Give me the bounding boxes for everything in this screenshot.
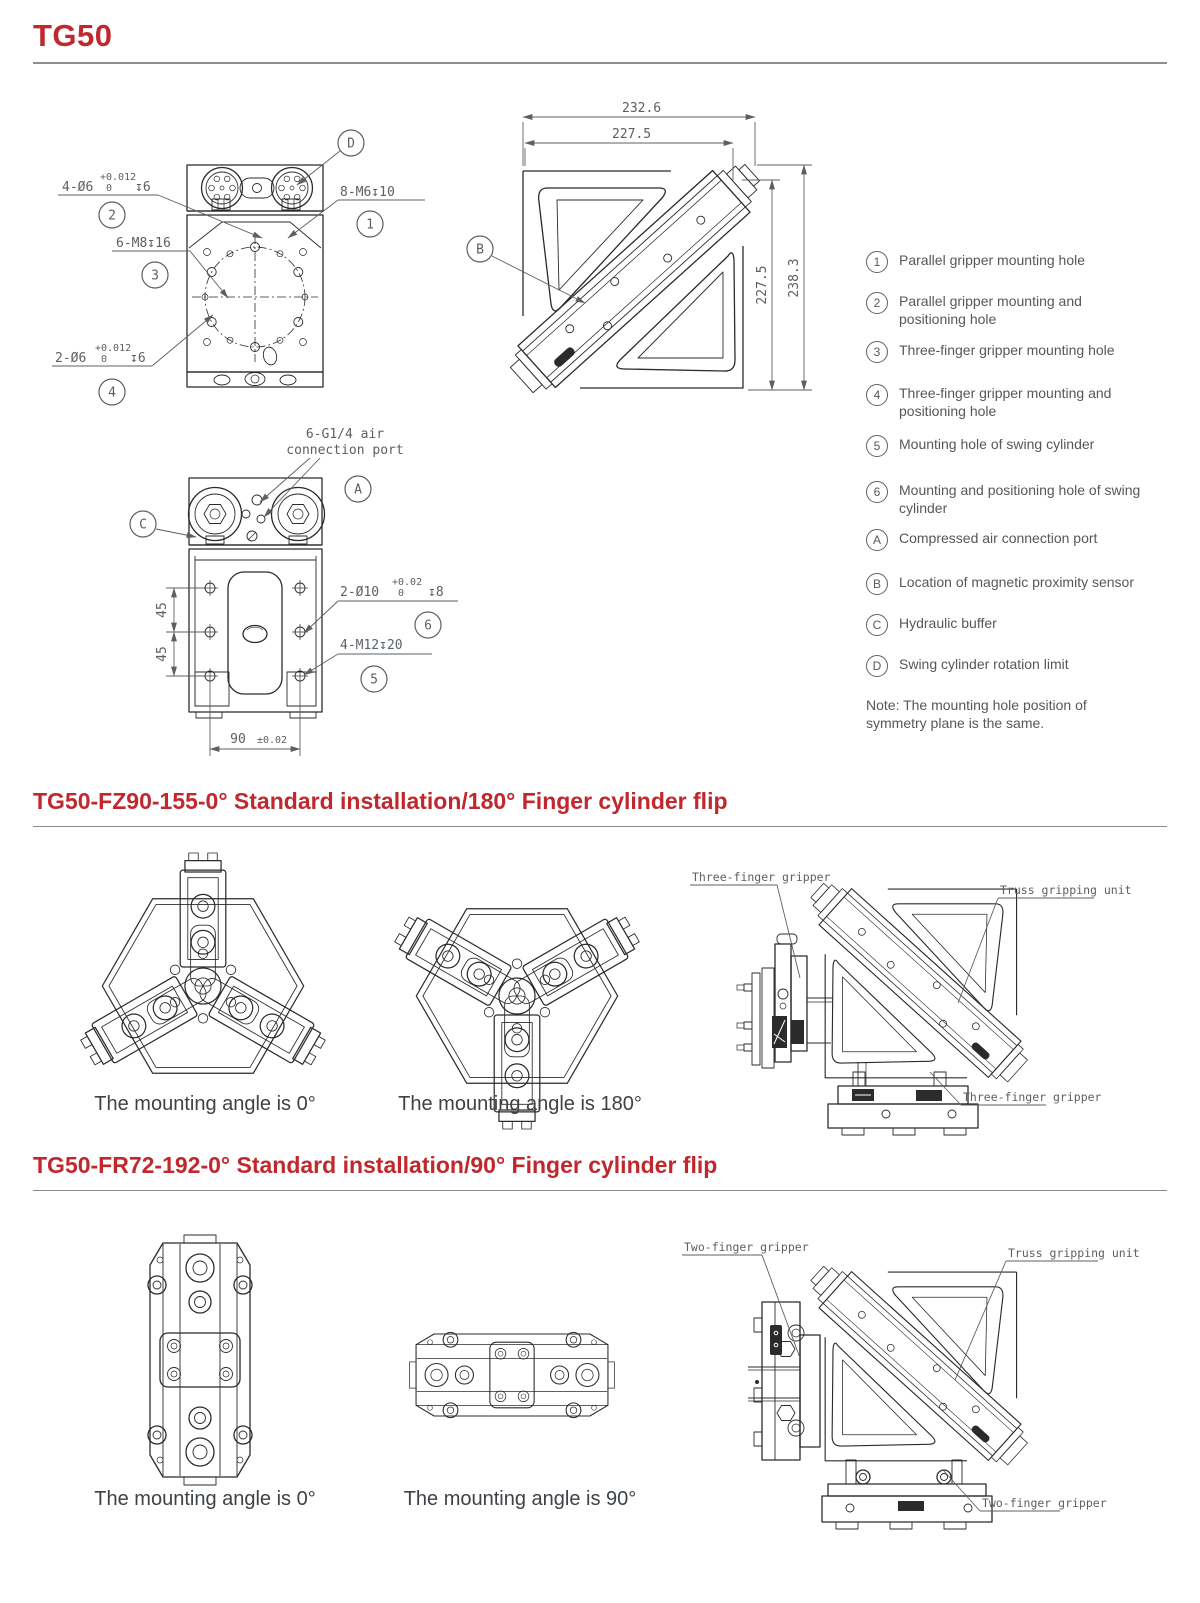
legend-text-4: Three-finger gripper mounting and positioning hole	[899, 385, 1112, 419]
legend-text-6: Mounting and positioning hole of swing cylinder	[899, 482, 1141, 516]
bubble-4: 4	[108, 385, 116, 401]
iso-view-drawing	[467, 101, 812, 401]
legend-item-6	[866, 482, 1151, 517]
callout-3-label: 6-M8↧16	[116, 236, 171, 251]
label-truss-unit: Truss gripping unit	[1000, 883, 1132, 897]
legend-bubble-c: C	[866, 614, 888, 636]
label-three-finger-bottom: Three-finger gripper	[963, 1090, 1102, 1104]
dim-45-lower: 45	[155, 646, 170, 662]
callout-6-depth: ↧8	[428, 585, 444, 600]
caption-fz90-0deg: The mounting angle is 0°	[94, 1093, 316, 1115]
legend-item-d	[866, 656, 1151, 677]
legend-text-a: Compressed air connection port	[899, 530, 1098, 546]
three-finger-gripper-side-view	[737, 934, 833, 1068]
legend-bubble-d: D	[866, 655, 888, 677]
dim-232-6: 232.6	[622, 101, 662, 116]
legend-item-4	[866, 385, 1151, 420]
hydraulic-buffer-right	[272, 488, 325, 545]
dim-90-tol: ±0.02	[256, 735, 288, 746]
legend-item-1	[866, 252, 1151, 273]
legend-item-c	[866, 615, 1151, 636]
legend-text-5: Mounting hole of swing cylinder	[899, 436, 1095, 452]
top-view-callouts	[52, 130, 425, 405]
buffer-rosette-right	[272, 168, 313, 211]
legend-item-5	[866, 436, 1151, 457]
two-finger-gripper-0deg	[148, 1235, 252, 1485]
callout-6-label: 2-Ø10	[340, 585, 380, 600]
three-finger-gripper-0deg	[76, 853, 329, 1073]
callout-4-depth: ↧6	[130, 351, 146, 366]
legend-item-3	[866, 342, 1151, 363]
two-finger-gripper-side-view	[748, 1302, 820, 1460]
callout-2-tol-top: +0.012	[100, 172, 137, 183]
callout-2-depth: ↧6	[135, 180, 151, 195]
top-view-drawing	[187, 165, 323, 387]
buffer-rosette-left	[202, 168, 243, 211]
legend-text-1: Parallel gripper mounting hole	[899, 252, 1085, 268]
callout-4-tol-bot: 0	[101, 354, 108, 365]
assembly-fr72	[682, 1240, 1140, 1529]
legend-bubble-4: 4	[866, 384, 888, 406]
legend-item-2	[866, 293, 1151, 328]
bubble-b: B	[476, 242, 484, 258]
label-two-finger-bottom: Two-finger gripper	[982, 1496, 1107, 1510]
legend-text-c: Hydraulic buffer	[899, 615, 997, 631]
callout-6-tol-bot: 0	[398, 588, 405, 599]
two-finger-gripper-90deg	[410, 1332, 615, 1417]
page-title: TG50	[33, 18, 113, 53]
caption-fr72-0deg: The mounting angle is 0°	[94, 1488, 316, 1510]
section-fz90-rule	[33, 826, 1167, 827]
caption-fz90-180deg: The mounting angle is 180°	[398, 1093, 642, 1115]
legend-bubble-b: B	[866, 573, 888, 595]
legend-item-b	[866, 574, 1151, 595]
dim-238-3: 238.3	[787, 258, 802, 298]
air-ports	[242, 495, 265, 541]
callout-4-tol-top: +0.012	[95, 343, 132, 354]
bubble-d: D	[347, 136, 355, 152]
bubble-2: 2	[108, 208, 116, 224]
bubble-6: 6	[424, 618, 432, 634]
dim-90: 90	[230, 732, 246, 747]
bubble-3: 3	[151, 268, 159, 284]
legend-note: Note: The mounting hole position of symmetry plane is the same.	[866, 697, 1087, 732]
front-view-callouts	[130, 427, 458, 756]
legend-item-a	[866, 530, 1151, 551]
legend-bubble-a: A	[866, 529, 888, 551]
front-view-drawing	[189, 478, 325, 718]
legend-bubble-1: 1	[866, 251, 888, 273]
callout-2-tol-bot: 0	[106, 183, 113, 194]
legend	[866, 252, 1151, 732]
caption-fr72-90deg: The mounting angle is 90°	[403, 1488, 637, 1510]
callout-1-label: 8-M6↧10	[340, 185, 395, 200]
mounting-holes	[202, 580, 308, 684]
section-fz90-heading: TG50-FZ90-155-0° Standard installation/180° Finger cylinder flip	[33, 788, 728, 814]
legend-bubble-3: 3	[866, 341, 888, 363]
legend-bubble-5: 5	[866, 435, 888, 457]
base-gripper-fr72	[822, 1460, 992, 1529]
assembly-fz90	[690, 870, 1132, 1135]
callout-4-label: 2-Ø6	[55, 351, 87, 366]
callout-5-label: 4-M12↧20	[340, 638, 403, 653]
label-two-finger-top: Two-finger gripper	[684, 1240, 809, 1254]
section-fr72-rule	[33, 1190, 1167, 1191]
legend-bubble-2: 2	[866, 292, 888, 314]
bubble-5: 5	[370, 672, 378, 688]
hydraulic-buffer-left	[189, 488, 242, 545]
dim-227-5-top: 227.5	[612, 127, 652, 142]
legend-text-d: Swing cylinder rotation limit	[899, 656, 1069, 672]
bolt-circle	[192, 235, 318, 366]
bubble-c: C	[139, 517, 147, 533]
legend-text-2: Parallel gripper mounting and positioning hole	[899, 293, 1082, 327]
air-label-line2: connection port	[286, 443, 404, 458]
callout-2-label: 4-Ø6	[62, 180, 94, 195]
air-label-line1: 6-G1/4 air	[305, 427, 385, 442]
title-rule	[33, 62, 1167, 64]
label-truss-unit-2: Truss gripping unit	[1008, 1246, 1140, 1260]
section-fr72-heading: TG50-FR72-192-0° Standard installation/90° Finger cylinder flip	[33, 1152, 718, 1178]
callout-6-tol-top: +0.02	[392, 577, 423, 588]
overview-drawing	[33, 90, 867, 770]
label-three-finger-top: Three-finger gripper	[692, 870, 831, 884]
legend-text-3: Three-finger gripper mounting hole	[899, 342, 1115, 358]
legend-bubble-6: 6	[866, 481, 888, 503]
assembly-fz90-labels	[690, 870, 1132, 1105]
dim-227-5-right: 227.5	[755, 265, 770, 305]
dim-45-upper: 45	[155, 602, 170, 618]
legend-text-b: Location of magnetic proximity sensor	[899, 574, 1134, 590]
bubble-1: 1	[366, 217, 374, 233]
bubble-a: A	[354, 482, 362, 498]
